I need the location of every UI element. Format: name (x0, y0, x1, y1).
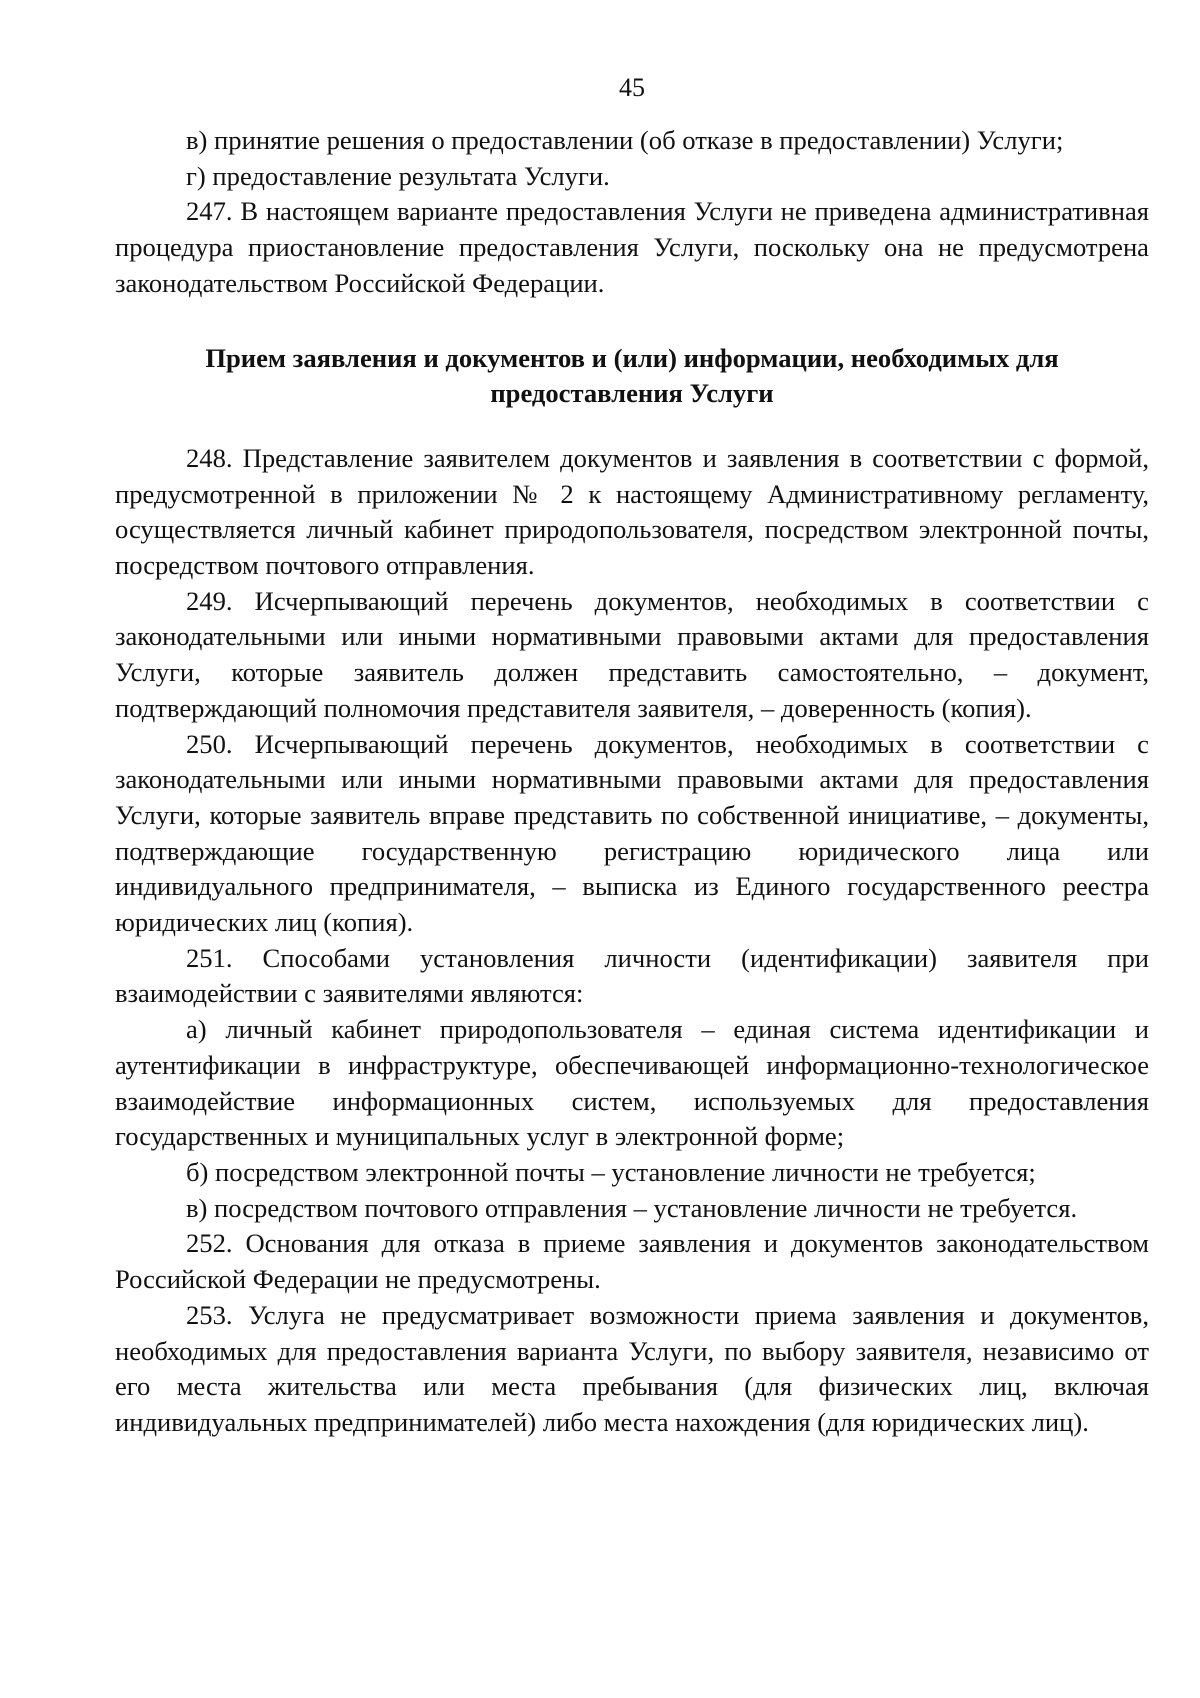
paragraph-247: 247. В настоящем варианте предоставления Услуги не приведена административная процедура приостановление предоставления Услуги, поскольку она не предусмотрена законодательством Российской Федерации. (115, 196, 1149, 298)
paragraph-251: 251. Способами установления личности (идентификации) заявителя при взаимодействии с заявителями являются: (115, 942, 1149, 1009)
paragraph-item-g: г) предоставление результата Услуги. (186, 160, 610, 191)
paragraph-252: 252. Основания для отказа в приеме заявления и документов законодательством Российской Федерации не предусмотрены. (115, 1228, 1149, 1295)
paragraph-248: 248. Представление заявителем документов и заявления в соответствии с формой, предусмотренной в приложении № 2 к настоящему Административному регламенту, осуществляется личный кабинет природопользователя, посредством электронной почты, посредством почтового отправления. (115, 442, 1149, 581)
section-heading: Прием заявления и документов и (или) информации, необходимых для предоставления Услуги (205, 342, 1059, 409)
document-body (115, 123, 1149, 1441)
paragraph-251-v: в) посредством почтового отправления – установление личности не требуется. (186, 1192, 1078, 1223)
page-number: 45 (619, 73, 645, 102)
paragraph-251-a: а) личный кабинет природопользователя – единая система идентификации и аутентификации в инфраструктуре, обеспечивающей информационно-технологическое взаимодействие информационных систем, используемых для предоставления государственных и муниципальных услуг в электронной форме; (115, 1014, 1149, 1152)
paragraph-253: 253. Услуга не предусматривает возможности приема заявления и документов, необходимых для предоставления варианта Услуги, по выбору заявителя, независимо от его места жительства или места пребывания (для физических лиц, включая индивидуальных предпринимателей) либо места нахождения (для юридических лиц). (115, 1299, 1149, 1437)
paragraph-249: 249. Исчерпывающий перечень документов, необходимых в соответствии с законодательными или иными нормативными правовыми актами для предоставления Услуги, которые заявитель должен представить самостоятельно, – документ, подтверждающий полномочия представителя заявителя, – доверенность (копия). (115, 585, 1149, 723)
paragraph-item-v: в) принятие решения о предоставлении (об отказе в предоставлении) Услуги; (186, 125, 1064, 155)
paragraph-250: 250. Исчерпывающий перечень документов, необходимых в соответствии с законодательными или иными нормативными правовыми актами для предоставления Услуги, которые заявитель вправе представить по собственной инициативе, – документы, подтверждающие государственную регистрацию юридического лица или индивидуального предпринимателя, – выписка из Единого государственного реестра юридических лиц (копия). (115, 728, 1149, 938)
paragraph-251-b: б) посредством электронной почты – установление личности не требуется; (186, 1156, 1036, 1187)
